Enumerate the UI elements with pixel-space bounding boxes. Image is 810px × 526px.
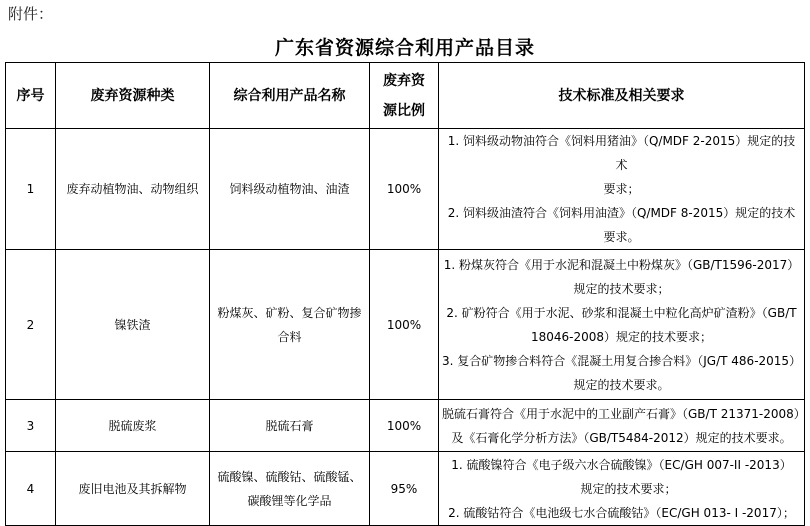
header-product: 综合利用产品名称 (210, 63, 370, 129)
row-index: 1 (6, 129, 56, 250)
row-waste-type: 废弃动植物油、动物组织 (56, 129, 210, 250)
header-ratio-line2: 源比例 (383, 102, 425, 119)
product-line: 碳酸锂等化学品 (247, 493, 332, 508)
req-line: 规定的技术要求； (573, 281, 670, 296)
header-requirements: 技术标准及相关要求 (439, 63, 805, 129)
row-requirements (439, 129, 805, 250)
row-index: 3 (6, 400, 56, 452)
row-waste-type: 废旧电池及其拆解物 (56, 452, 210, 526)
req-line: 18046-2008）规定的技术要求； (530, 329, 713, 344)
product-line: 硫酸镍、硫酸钴、硫酸锰、 (217, 469, 362, 484)
table-row (6, 452, 805, 526)
row-waste-type: 脱硫废浆 (56, 400, 210, 452)
req-line: 1. 粉煤灰符合《用于水泥和混凝土中粉煤灰》（GB/T1596-2017） (443, 257, 800, 272)
row-index: 2 (6, 250, 56, 400)
req-line: 2. 硫酸钴符合《电池级七水合硫酸钴》（EC/GH 013- I -2017）； (448, 505, 795, 520)
row-waste-type: 镍铁渣 (56, 250, 210, 400)
row-product: 脱硫石膏 (210, 400, 370, 452)
req-line: 3. 复合矿物掺合料符合《混凝土用复合掺合料》（JG/T 486-2015） (442, 353, 802, 368)
req-line: 要求； (603, 182, 640, 196)
header-waste-type: 废弃资源种类 (56, 63, 210, 129)
header-index: 序号 (6, 63, 56, 129)
row-product: 饲料级动植物油、油渣 (210, 129, 370, 250)
row-ratio: 100% (370, 400, 439, 452)
row-index: 4 (6, 452, 56, 526)
header-ratio-line1: 废弃资 (383, 72, 425, 89)
req-line: 1. 硫酸镍符合《电子级六水合硫酸镍》（EC/GH 007-II -2013） (451, 457, 792, 472)
table-row (6, 250, 805, 400)
row-requirements (439, 452, 805, 526)
attachment-label: 附件： (8, 5, 54, 23)
row-ratio: 100% (370, 129, 439, 250)
req-line: 1. 饲料级动物油符合《饲料用猪油》（Q/MDF 2-2015）规定的技术 (447, 134, 796, 172)
row-product (210, 452, 370, 526)
row-product (210, 250, 370, 400)
req-line: 及《石膏化学分析方法》（GB/T5484-2012）规定的技术要求。 (451, 430, 792, 445)
page-title: 广东省资源综合利用产品目录 (274, 37, 535, 59)
row-requirements (439, 400, 805, 452)
row-ratio: 100% (370, 250, 439, 400)
product-line: 粉煤灰、矿粉、复合矿物掺 (217, 305, 362, 320)
req-line: 规定的技术要求； (580, 481, 677, 496)
catalog-table (5, 62, 805, 526)
header-ratio (370, 63, 439, 129)
row-ratio: 95% (370, 452, 439, 526)
req-line: 要求。 (603, 230, 640, 244)
table-row (6, 129, 805, 250)
product-line: 合料 (277, 329, 302, 344)
req-line: 脱硫石膏符合《用于水泥中的工业副产石膏》（GB/T 21371-2008） (442, 406, 806, 421)
table-row (6, 400, 805, 452)
req-line: 2. 矿粉符合《用于水泥、砂浆和混凝土中粒化高炉矿渣粉》（GB/T (446, 305, 797, 320)
req-line: 2. 饲料级油渣符合《饲料用油渣》（Q/MDF 8-2015）规定的技术 (447, 206, 796, 220)
row-requirements (439, 250, 805, 400)
req-line: 规定的技术要求。 (573, 377, 670, 392)
table-header-row (6, 63, 805, 129)
